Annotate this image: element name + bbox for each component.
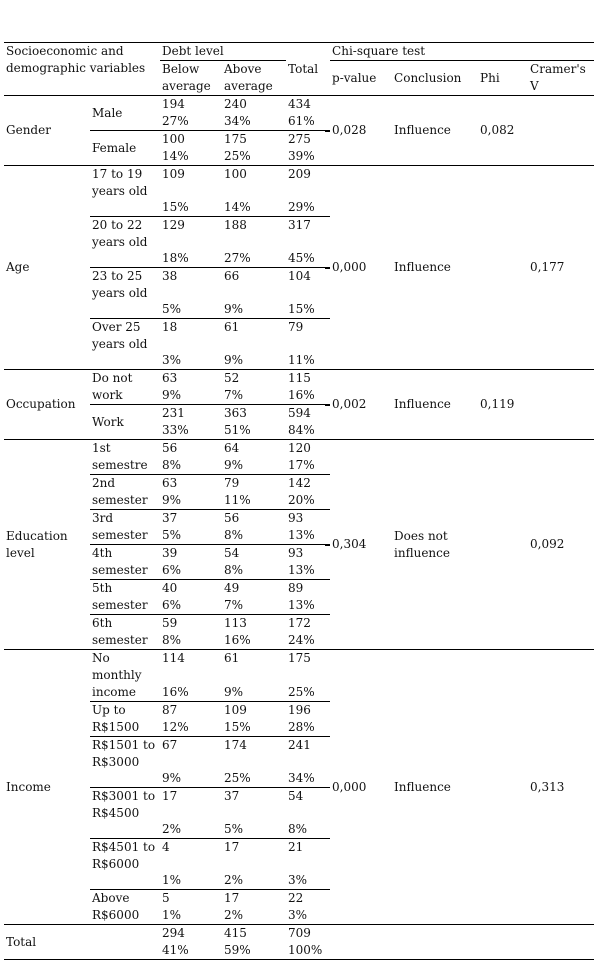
below-count: 59 <box>162 616 178 630</box>
total-cell <box>286 580 330 615</box>
below-count: 56 <box>162 441 178 455</box>
above-cell <box>222 545 286 580</box>
above-cell <box>222 96 286 131</box>
above-count: 188 <box>224 218 247 232</box>
total-cell <box>286 475 330 510</box>
above-count: 240 <box>224 97 247 111</box>
below-count: 18 <box>162 320 178 334</box>
total-percent: 61% <box>288 114 315 128</box>
p-value: 0,304 <box>330 440 392 650</box>
total-count: 120 <box>288 441 311 455</box>
above-percent: 15% <box>224 720 251 734</box>
category-label: Above R$6000 <box>90 890 160 925</box>
conclusion: Influence <box>392 166 478 370</box>
total-count: 89 <box>288 581 304 595</box>
above-count: 61 <box>224 320 240 334</box>
below-cell <box>160 545 222 580</box>
total-cell <box>286 788 330 839</box>
above-count: 66 <box>224 269 240 283</box>
total-count: 241 <box>288 738 311 752</box>
above-cell <box>222 217 286 268</box>
below-percent: 9% <box>162 771 182 785</box>
total-cell <box>286 319 330 370</box>
total-count: 209 <box>288 167 311 181</box>
cramers-v-value: 0,092 <box>528 440 594 650</box>
cramers-v-value <box>528 96 594 166</box>
total-below-count: 294 <box>162 926 185 940</box>
above-cell <box>222 319 286 370</box>
cramers-v-value: 0,313 <box>528 650 594 925</box>
above-percent: 51% <box>224 423 251 437</box>
above-percent: 7% <box>224 598 244 612</box>
below-cell <box>160 650 222 702</box>
header-phi: Phi <box>478 61 528 96</box>
above-percent: 25% <box>224 771 251 785</box>
below-cell <box>160 510 222 545</box>
above-count: 49 <box>224 581 240 595</box>
above-count: 52 <box>224 371 240 385</box>
total-count: 172 <box>288 616 311 630</box>
header-conclusion: Conclusion <box>392 61 478 96</box>
below-cell <box>160 702 222 737</box>
below-percent: 18% <box>162 251 189 265</box>
total-count: 175 <box>288 651 311 665</box>
below-percent: 6% <box>162 598 182 612</box>
below-count: 129 <box>162 218 185 232</box>
table-row-total <box>4 925 594 960</box>
p-value: 0,000 <box>330 166 392 370</box>
above-percent: 9% <box>224 302 244 316</box>
total-percent: 39% <box>288 149 315 163</box>
total-cell <box>286 131 330 166</box>
below-cell <box>160 475 222 510</box>
total-percent: 11% <box>288 353 315 367</box>
above-percent: 14% <box>224 200 251 214</box>
total-count: 79 <box>288 320 304 334</box>
phi-value: 0,082 <box>478 96 528 166</box>
variable-name: Gender <box>4 96 90 166</box>
total-cell <box>286 268 330 319</box>
total-percent: 3% <box>288 873 308 887</box>
below-percent: 27% <box>162 114 189 128</box>
below-percent: 2% <box>162 822 182 836</box>
above-count: 54 <box>224 546 240 560</box>
below-count: 109 <box>162 167 185 181</box>
above-count: 37 <box>224 789 240 803</box>
above-count: 113 <box>224 616 247 630</box>
below-cell <box>160 580 222 615</box>
header-below-average: Below average <box>160 61 222 96</box>
conclusion: Influence <box>392 96 478 166</box>
category-label: R$1501 to R$3000 <box>90 737 160 788</box>
header-total: Total <box>286 43 330 96</box>
total-label: Total <box>4 925 160 960</box>
above-cell <box>222 370 286 405</box>
header-chi-square-test: Chi-square test <box>330 43 594 61</box>
total-cell <box>286 702 330 737</box>
total-percent: 28% <box>288 720 315 734</box>
total-cell <box>286 405 330 440</box>
below-percent: 15% <box>162 200 189 214</box>
above-percent: 25% <box>224 149 251 163</box>
category-label: 2nd semester <box>90 475 160 510</box>
above-cell <box>222 702 286 737</box>
above-cell <box>222 405 286 440</box>
total-cell <box>286 615 330 650</box>
table-row <box>4 440 594 475</box>
category-label: Male <box>90 96 160 131</box>
below-count: 39 <box>162 546 178 560</box>
above-cell <box>222 475 286 510</box>
above-percent: 11% <box>224 493 251 507</box>
total-percent: 3% <box>288 908 308 922</box>
above-percent: 9% <box>224 685 244 699</box>
above-count: 64 <box>224 441 240 455</box>
below-count: 194 <box>162 97 185 111</box>
cramers-v-value: 0,177 <box>528 166 594 370</box>
above-cell <box>222 131 286 166</box>
above-percent: 5% <box>224 822 244 836</box>
table-row <box>4 166 594 217</box>
total-total-cell <box>286 925 330 960</box>
total-cell <box>286 650 330 702</box>
category-label: 20 to 22 years old <box>90 217 160 268</box>
total-cell <box>286 370 330 405</box>
below-cell <box>160 615 222 650</box>
total-cell <box>286 96 330 131</box>
table-row <box>4 96 594 131</box>
below-cell <box>160 370 222 405</box>
below-percent: 5% <box>162 528 182 542</box>
above-count: 109 <box>224 703 247 717</box>
total-cell <box>286 166 330 217</box>
header-above-average: Above average <box>222 61 286 96</box>
total-count: 54 <box>288 789 304 803</box>
above-cell <box>222 166 286 217</box>
total-count: 21 <box>288 840 304 854</box>
total-above-pct: 59% <box>224 943 251 957</box>
above-percent: 7% <box>224 388 244 402</box>
total-count: 22 <box>288 891 304 905</box>
below-cell <box>160 737 222 788</box>
above-percent: 2% <box>224 908 244 922</box>
above-count: 17 <box>224 840 240 854</box>
below-cell <box>160 166 222 217</box>
below-percent: 8% <box>162 458 182 472</box>
above-count: 56 <box>224 511 240 525</box>
below-cell <box>160 217 222 268</box>
p-value: 0,002 <box>330 370 392 440</box>
below-percent: 5% <box>162 302 182 316</box>
below-count: 87 <box>162 703 178 717</box>
total-count: 142 <box>288 476 311 490</box>
total-below-cell <box>160 925 222 960</box>
total-percent: 8% <box>288 822 308 836</box>
total-count: 93 <box>288 511 304 525</box>
total-count: 115 <box>288 371 311 385</box>
below-percent: 9% <box>162 493 182 507</box>
total-cell <box>286 510 330 545</box>
above-count: 174 <box>224 738 247 752</box>
cramers-v-value <box>528 370 594 440</box>
category-label: Do not work <box>90 370 160 405</box>
above-percent: 9% <box>224 458 244 472</box>
total-cell <box>286 737 330 788</box>
total-total-count: 709 <box>288 926 311 940</box>
table-row <box>4 370 594 405</box>
below-percent: 12% <box>162 720 189 734</box>
below-cell <box>160 440 222 475</box>
below-percent: 1% <box>162 908 182 922</box>
total-count: 434 <box>288 97 311 111</box>
header-p-value: p-value <box>330 61 392 96</box>
p-value: 0,028 <box>330 96 392 166</box>
total-percent: 45% <box>288 251 315 265</box>
below-count: 63 <box>162 371 178 385</box>
above-percent: 27% <box>224 251 251 265</box>
total-total-pct: 100% <box>288 943 323 957</box>
below-cell <box>160 890 222 925</box>
below-count: 5 <box>162 891 170 905</box>
below-percent: 16% <box>162 685 189 699</box>
total-count: 93 <box>288 546 304 560</box>
below-percent: 9% <box>162 388 182 402</box>
above-percent: 34% <box>224 114 251 128</box>
above-percent: 8% <box>224 563 244 577</box>
total-empty-cell <box>330 925 594 960</box>
category-label: No monthly income <box>90 650 160 702</box>
category-label: 5th semester <box>90 580 160 615</box>
table-body <box>4 96 594 925</box>
above-cell <box>222 890 286 925</box>
category-label: 17 to 19 years old <box>90 166 160 217</box>
above-cell <box>222 510 286 545</box>
conclusion: Does not influence <box>392 440 478 650</box>
total-count: 104 <box>288 269 311 283</box>
category-label: 1st semestre <box>90 440 160 475</box>
conclusion: Influence <box>392 370 478 440</box>
phi-value: 0,119 <box>478 370 528 440</box>
total-percent: 15% <box>288 302 315 316</box>
category-label: R$3001 to R$4500 <box>90 788 160 839</box>
above-cell <box>222 268 286 319</box>
total-percent: 25% <box>288 685 315 699</box>
phi-value <box>478 166 528 370</box>
category-label: R$4501 to R$6000 <box>90 839 160 890</box>
total-percent: 20% <box>288 493 315 507</box>
category-label: Work <box>90 405 160 440</box>
below-cell <box>160 788 222 839</box>
below-count: 38 <box>162 269 178 283</box>
total-count: 275 <box>288 132 311 146</box>
total-cell <box>286 440 330 475</box>
above-cell <box>222 839 286 890</box>
variable-name: Income <box>4 650 90 925</box>
above-cell <box>222 650 286 702</box>
total-below-pct: 41% <box>162 943 189 957</box>
phi-value <box>478 650 528 925</box>
above-count: 61 <box>224 651 240 665</box>
total-percent: 16% <box>288 388 315 402</box>
below-count: 67 <box>162 738 178 752</box>
total-percent: 24% <box>288 633 315 647</box>
category-label: Up to R$1500 <box>90 702 160 737</box>
below-count: 63 <box>162 476 178 490</box>
phi-value <box>478 440 528 650</box>
below-percent: 8% <box>162 633 182 647</box>
above-count: 79 <box>224 476 240 490</box>
above-cell <box>222 440 286 475</box>
conclusion: Influence <box>392 650 478 925</box>
category-label: Over 25 years old <box>90 319 160 370</box>
variable-name: Education level <box>4 440 90 650</box>
category-label: 3rd semester <box>90 510 160 545</box>
header-variables: Socioeconomic and demographic variables <box>4 43 160 96</box>
below-cell <box>160 131 222 166</box>
total-cell <box>286 217 330 268</box>
above-cell <box>222 788 286 839</box>
header-debt-level: Debt level <box>160 43 286 61</box>
below-percent: 6% <box>162 563 182 577</box>
above-percent: 8% <box>224 528 244 542</box>
below-count: 17 <box>162 789 178 803</box>
below-count: 114 <box>162 651 185 665</box>
total-count: 317 <box>288 218 311 232</box>
above-cell <box>222 615 286 650</box>
above-cell <box>222 737 286 788</box>
total-percent: 29% <box>288 200 315 214</box>
variable-name: Age <box>4 166 90 370</box>
total-percent: 84% <box>288 423 315 437</box>
above-count: 363 <box>224 406 247 420</box>
below-count: 231 <box>162 406 185 420</box>
chi-square-table <box>4 42 594 960</box>
total-percent: 34% <box>288 771 315 785</box>
below-cell <box>160 268 222 319</box>
below-count: 37 <box>162 511 178 525</box>
category-label: Female <box>90 131 160 166</box>
category-label: 23 to 25 years old <box>90 268 160 319</box>
above-count: 17 <box>224 891 240 905</box>
above-percent: 2% <box>224 873 244 887</box>
table-row <box>4 650 594 702</box>
total-cell <box>286 839 330 890</box>
below-cell <box>160 405 222 440</box>
total-count: 196 <box>288 703 311 717</box>
below-count: 4 <box>162 840 170 854</box>
above-percent: 16% <box>224 633 251 647</box>
above-cell <box>222 580 286 615</box>
category-label: 6th semester <box>90 615 160 650</box>
total-percent: 13% <box>288 528 315 542</box>
below-percent: 3% <box>162 353 182 367</box>
below-count: 40 <box>162 581 178 595</box>
above-percent: 9% <box>224 353 244 367</box>
total-percent: 13% <box>288 598 315 612</box>
below-percent: 33% <box>162 423 189 437</box>
total-cell <box>286 890 330 925</box>
below-percent: 1% <box>162 873 182 887</box>
p-value: 0,000 <box>330 650 392 925</box>
below-percent: 14% <box>162 149 189 163</box>
below-count: 100 <box>162 132 185 146</box>
category-label: 4th semester <box>90 545 160 580</box>
header-cramers-v: Cramer's V <box>528 61 594 96</box>
below-cell <box>160 319 222 370</box>
below-cell <box>160 839 222 890</box>
variable-name: Occupation <box>4 370 90 440</box>
total-above-cell <box>222 925 286 960</box>
total-count: 594 <box>288 406 311 420</box>
total-cell <box>286 545 330 580</box>
below-cell <box>160 96 222 131</box>
total-percent: 17% <box>288 458 315 472</box>
above-count: 100 <box>224 167 247 181</box>
above-count: 175 <box>224 132 247 146</box>
total-percent: 13% <box>288 563 315 577</box>
total-above-count: 415 <box>224 926 247 940</box>
